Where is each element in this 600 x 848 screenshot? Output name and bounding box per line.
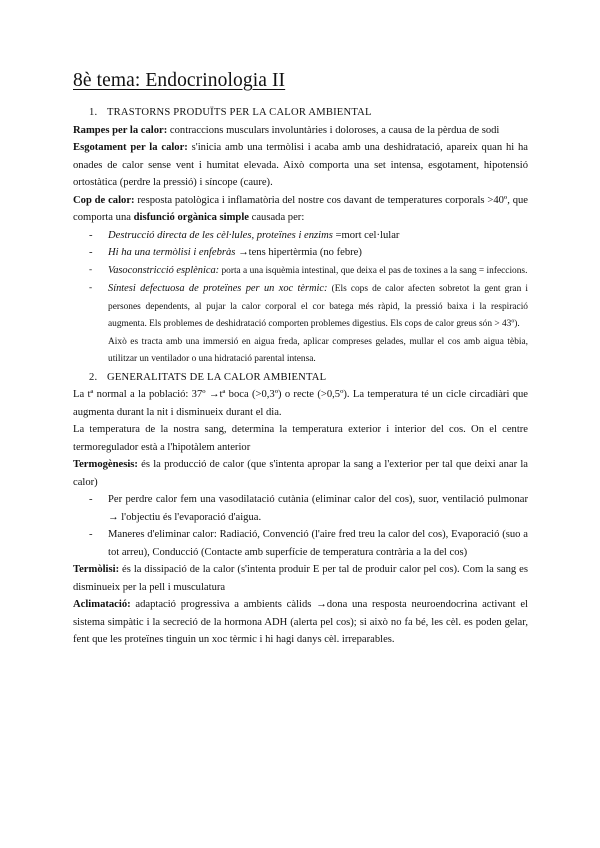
list-dash: - [89,229,93,241]
termolisi-paragraph [73,561,528,596]
termogenesi-text: és la producció de calor (que s'intenta apropar la sang a l'exterior per tal que deixi anar la calor) [73,459,528,488]
esgotament-term: Esgotament per la calor: [73,142,188,153]
list-item-text: Maneres d'eliminar calor: Radiació, Convenció (l'aire fred treu la calor del cos), Evaporació (suo a tot arreu), Conducció (Contacte amb superfície de temperatura contrària a la del cos) [108,529,528,558]
section-2-heading [73,369,528,387]
list-item [73,262,528,281]
aclimatacio-paragraph [73,596,528,649]
list-item [73,526,528,561]
list-dash: - [89,529,93,540]
list-item-italic: Vasoconstricció esplènica: [108,264,220,276]
document-page [73,70,528,649]
termolisi-term: Termòlisi: [73,564,120,575]
cop-bold: disfunció orgànica simple [133,212,249,223]
list-item-italic: Hi ha una termòlisi i enfebràs [108,247,236,258]
cop-paragraph [73,192,528,227]
page-title: 8è tema: Endocrinologia II [73,70,286,91]
section-1-heading [73,104,528,122]
list-dash: - [89,283,93,293]
section-2-number: 2. [89,371,98,383]
rampes-term: Rampes per la calor: [73,124,168,136]
section-2-title: GENERALITATS DE LA CALOR AMBIENTAL [107,371,327,383]
blood-temperature-paragraph: La temperatura de la nostra sang, determina la temperatura exterior i interior del cos. On el centre termoregulador està a l'hipotàlem anterior [73,424,528,453]
list-item-text: →tens hipertèrmia (no febre) [235,247,362,258]
list-dash: - [89,264,93,275]
termolisi-text: és la dissipació de la calor (s'intenta produir E per tal de produir calor pel cos). Com la sang es disminueix per la pell i musculatura [73,564,528,593]
rampes-text: contraccions musculars involuntàries i doloroses, a causa de la pèrdua de sodi [167,124,500,136]
list-item-italic: Síntesi defectuosa de proteïnes per un xoc tèrmic: [108,283,328,294]
list-item-text: Per perdre calor fem una vasodilatació cutània (eliminar calor del cos), suor, ventilació pulmonar → l'objectiu és l'evaporació d'aigua. [108,494,528,523]
temperature-paragraph: La tª normal a la població: 37º →tª boca (>0,3º) o recte (>0,5º). La temperatura té un cicle circadiàri que augmenta durant la nit i disminueix durant el dia. [73,389,528,418]
termogenesi-term: Termogènesis: [73,459,138,470]
cop-text-1: resposta patològica i inflamatòria del nostre cos davant de temperatures corporals >40º, que comporta una [73,194,528,223]
aclimatacio-term: Aclimatació: [73,599,131,610]
treatment-paragraph: Això es tracta amb una immersió en aigua freda, aplicar compreses gelades, mullar el cos amb aigua tèbia, utilitzar un ventilador o una hidratació parental intensa. [108,336,528,364]
list-item [73,280,528,334]
list-item [73,227,528,245]
aclimatacio-text: adaptació progressiva a ambients càlids →dona una resposta neuroendocrina activant el sistema simpàtic i la secreció de la hormona ADH (alerta pel cos); si això no fa bé, les cèl. es poden gelar, fent que les proteïnes tinguin un xoc tèrmic i hi hagi danys cèl. irreparables. [73,599,528,645]
cop-text-2: causada per: [248,212,305,223]
cop-term: Cop de calor: [73,194,135,206]
esgotament-paragraph [73,139,528,192]
list-dash: - [89,494,93,505]
esgotament-text: s'inicia amb una termòlisi i acaba amb una deshidratació, apareix quan hi ha onades de calor sense vent i humitat elevada. Això comporta una set intensa, esgotament, hipotensió ortostàtica (perdre la pressió) i síncope (caure). [73,142,529,188]
list-item-text: =mort cel·lular [332,229,400,241]
list-dash: - [89,247,93,258]
section-1-number: 1. [89,107,98,118]
list-item-text: (Els cops de calor afecten sobretot la gent gran i persones dependents, al pujar la calor corporal el cor batega més ràpid, la pressió baixa i la respiració augmenta. Els problemes de deshidratació comporten problemes digestius. Els cops de calor greus són > 43º). [108,284,528,329]
section-1-title: TRASTORNS PRODUÏTS PER LA CALOR AMBIENTAL [107,107,372,118]
list-item [73,491,528,526]
rampes-paragraph [73,122,528,140]
list-item [73,244,528,262]
list-item-text: porta a una isquèmia intestinal, que deixa el pas de toxines a la sang = infeccions. [219,265,528,276]
list-item-italic: Destrucció directa de les cèl·lules, proteïnes i enzims [108,229,333,241]
termogenesi-paragraph [73,456,528,491]
